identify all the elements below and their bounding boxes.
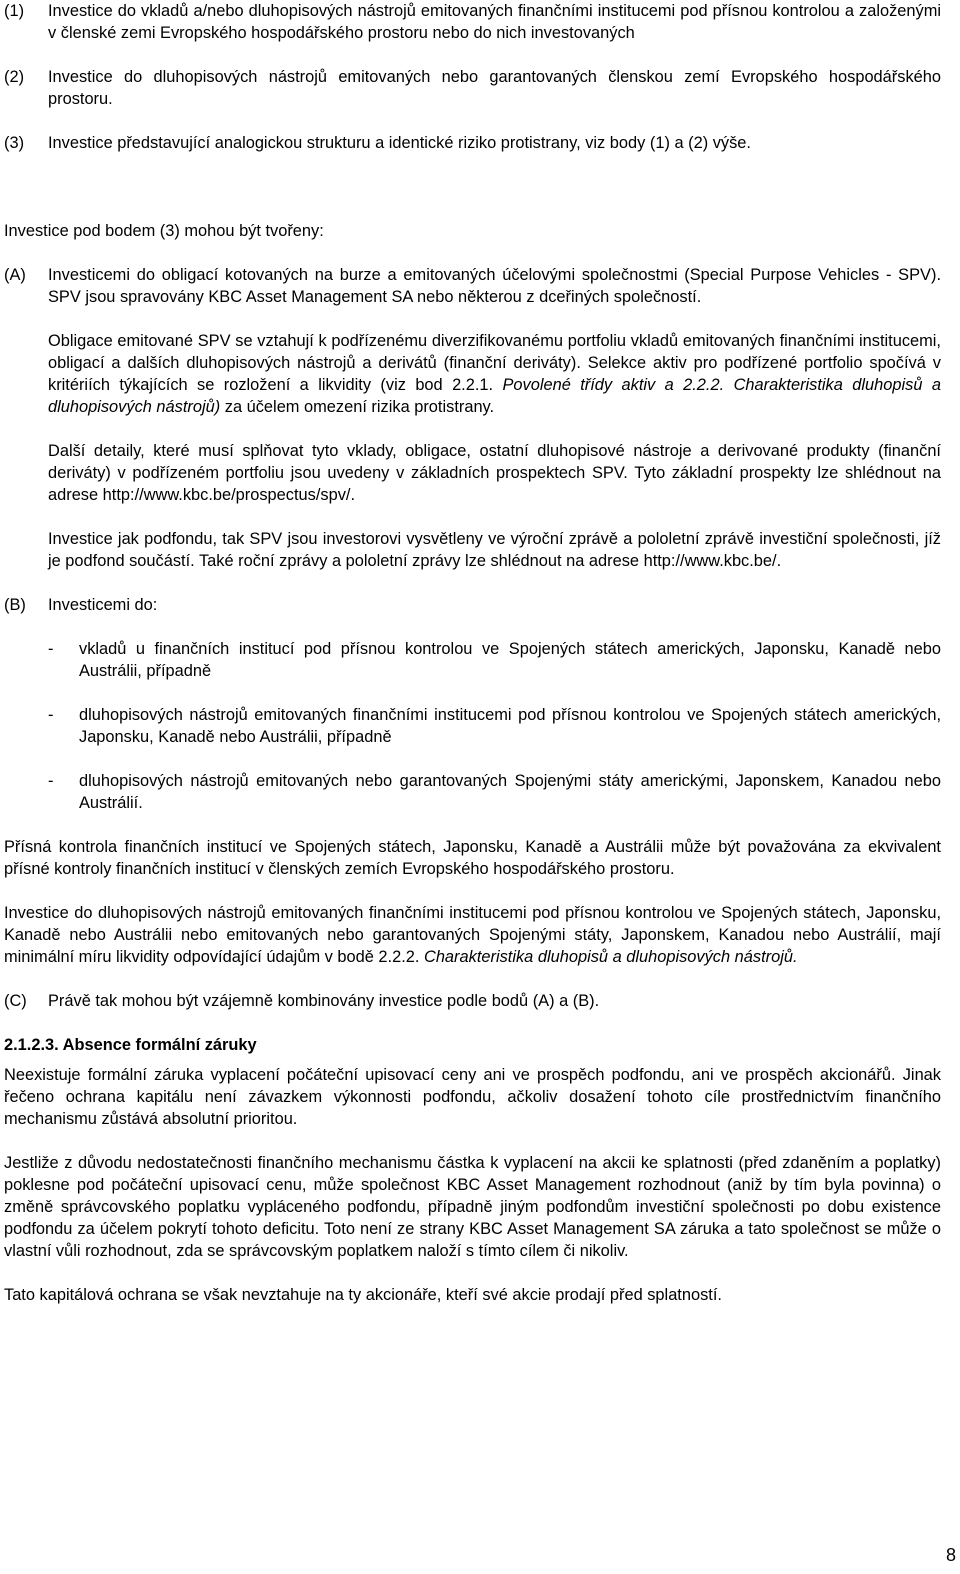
bullet-item-2: [48, 704, 941, 748]
section-a: [4, 264, 941, 308]
section-a-paragraph-3: Investice jak podfondu, tak SPV jsou investorovi vysvětleny ve výroční zprávě a pololetní zprávě investiční společnosti, jíž je podfond součástí. Také roční zprávy a pololetní zprávy lze shlédnout na adrese http://www.kbc.be/.: [48, 530, 941, 570]
section-a-text: Investicemi do obligací kotovaných na burze a emitovaných účelovými společnostmi (Special Purpose Vehicles - SPV). SPV jsou spravovány KBC Asset Management SA nebo některou z dceřiných společností.: [48, 266, 941, 306]
bullet-item-1: [48, 638, 941, 682]
item-text: Investice do dluhopisových nástrojů emitovaných nebo garantovaných členskou zemí Evropského hospodářského prostoru.: [48, 68, 941, 108]
bullet-text: vkladů u finančních institucí pod přísnou kontrolou ve Spojených státech amerických, Japonsku, Kanadě nebo Austrálii, případně: [79, 640, 941, 680]
item-number: (3): [4, 134, 25, 152]
document-page: [4, 0, 941, 1306]
guarantee-paragraph-2: Jestliže z důvodu nedostatečnosti finančního mechanismu částka k vyplacení na akcii ke splatnosti (před zdaněním a poplatky) poklesne pod počáteční upisovací cenu, může společnost KBC Asset Management rozhodnout (aniž by tím byla povinna) o změně správcovského poplatku vypláceného podfondu, případně jiným podfondům investiční společnosti po dobu existence podfondu za účelem pokrytí tohoto deficitu. Toto není ze strany KBC Asset Management SA záruka a tato společnost se může o vlastní vůli rozhodnout, zda se správcovským poplatkem naloží s tímto cílem či nikoliv.: [4, 1154, 941, 1260]
bullet-dash: -: [48, 640, 54, 658]
bullet-dash: -: [48, 706, 54, 724]
section-c: [4, 990, 941, 1012]
guarantee-paragraph-3: Tato kapitálová ochrana se však nevztahuje na ty akcionáře, kteří své akcie prodají před splatností.: [4, 1286, 722, 1304]
bullet-text: dluhopisových nástrojů emitovaných finančními institucemi pod přísnou kontrolou ve Spojených státech amerických, Japonsku, Kanadě nebo Austrálii, případně: [79, 706, 941, 746]
guarantee-paragraph-1: Neexistuje formální záruka vyplacení počáteční upisovací ceny ani ve prospěch podfondu, ani ve prospěch akcionářů. Jinak řečeno ochrana kapitálu není závazkem výkonnosti podfondu, ačkoliv dosažení tohoto cíle prostřednictvím finančního mechanismu zůstává absolutní prioritou.: [4, 1066, 941, 1128]
liquidity-paragraph: Investice do dluhopisových nástrojů emitovaných finančními institucemi pod přísnou kontrolou ve Spojených státech, Japonsku, Kanadě nebo Austrálii nebo emitovaných nebo garantovaných Spojenými státy, Japonskem, Kanadou nebo Austrálií, mají minimální míru likvidity odpovídající údajům v bodě 2.2.2. Charakteristika dluhopisů a dluhopisových nástrojů.: [4, 904, 941, 966]
item-number: (1): [4, 2, 25, 20]
bullet-dash: -: [48, 772, 54, 790]
section-c-text: Právě tak mohou být vzájemně kombinovány investice podle bodů (A) a (B).: [48, 992, 600, 1010]
bullet-item-3: [48, 770, 941, 814]
intro-paragraph: Investice pod bodem (3) mohou být tvořeny:: [4, 222, 324, 240]
strict-control-paragraph: Přísná kontrola finančních institucí ve Spojených státech, Japonsku, Kanadě a Austrálii může být považována za ekvivalent přísné kontroly finančních institucí v členských zemích Evropského hospodářského prostoru.: [4, 838, 941, 878]
section-b-number: (B): [4, 596, 26, 614]
section-heading: 2.1.2.3. Absence formální záruky: [4, 1036, 257, 1054]
section-b: [4, 594, 941, 616]
list-item-1: [4, 0, 941, 44]
section-a-paragraph-1: Obligace emitované SPV se vztahují k podřízenému diverzifikovanému portfoliu vkladů emitovaných finančními institucemi, obligací a dalších dluhopisových nástrojů a derivátů (finanční deriváty). Selekce aktiv pro podřízené portfolio spočívá v kritériích týkajících se rozložení a likvidity (viz bod 2.2.1. Povolené třídy aktiv a 2.2.2. Charakteristika dluhopisů a dluhopisových nástrojů) za účelem omezení rizika protistrany.: [48, 332, 941, 416]
list-item-3: [4, 132, 941, 154]
item-text: Investice do vkladů a/nebo dluhopisových nástrojů emitovaných finančními institucemi pod přísnou kontrolou a založenými v členské zemi Evropského hospodářského prostoru nebo do nich investovaných: [48, 2, 941, 42]
section-c-number: (C): [4, 992, 27, 1010]
item-number: (2): [4, 68, 25, 86]
item-text: Investice představující analogickou strukturu a identické riziko protistrany, viz body (1) a (2) výše.: [48, 134, 751, 152]
section-a-paragraph-2: Další detaily, které musí splňovat tyto vklady, obligace, ostatní dluhopisové nástroje a derivované produkty (finanční deriváty) v podřízeném portfoliu jsou uvedeny v základních prospektech SPV. Tyto základní prospekty lze shlédnout na adrese http://www.kbc.be/prospectus/spv/.: [48, 442, 941, 504]
list-item-2: [4, 66, 941, 110]
section-b-text: Investicemi do:: [48, 596, 158, 614]
page-number: 8: [945, 1545, 956, 1565]
section-a-number: (A): [4, 266, 26, 284]
bullet-text: dluhopisových nástrojů emitovaných nebo garantovaných Spojenými státy americkými, Japonskem, Kanadou nebo Austrálií.: [79, 772, 941, 812]
